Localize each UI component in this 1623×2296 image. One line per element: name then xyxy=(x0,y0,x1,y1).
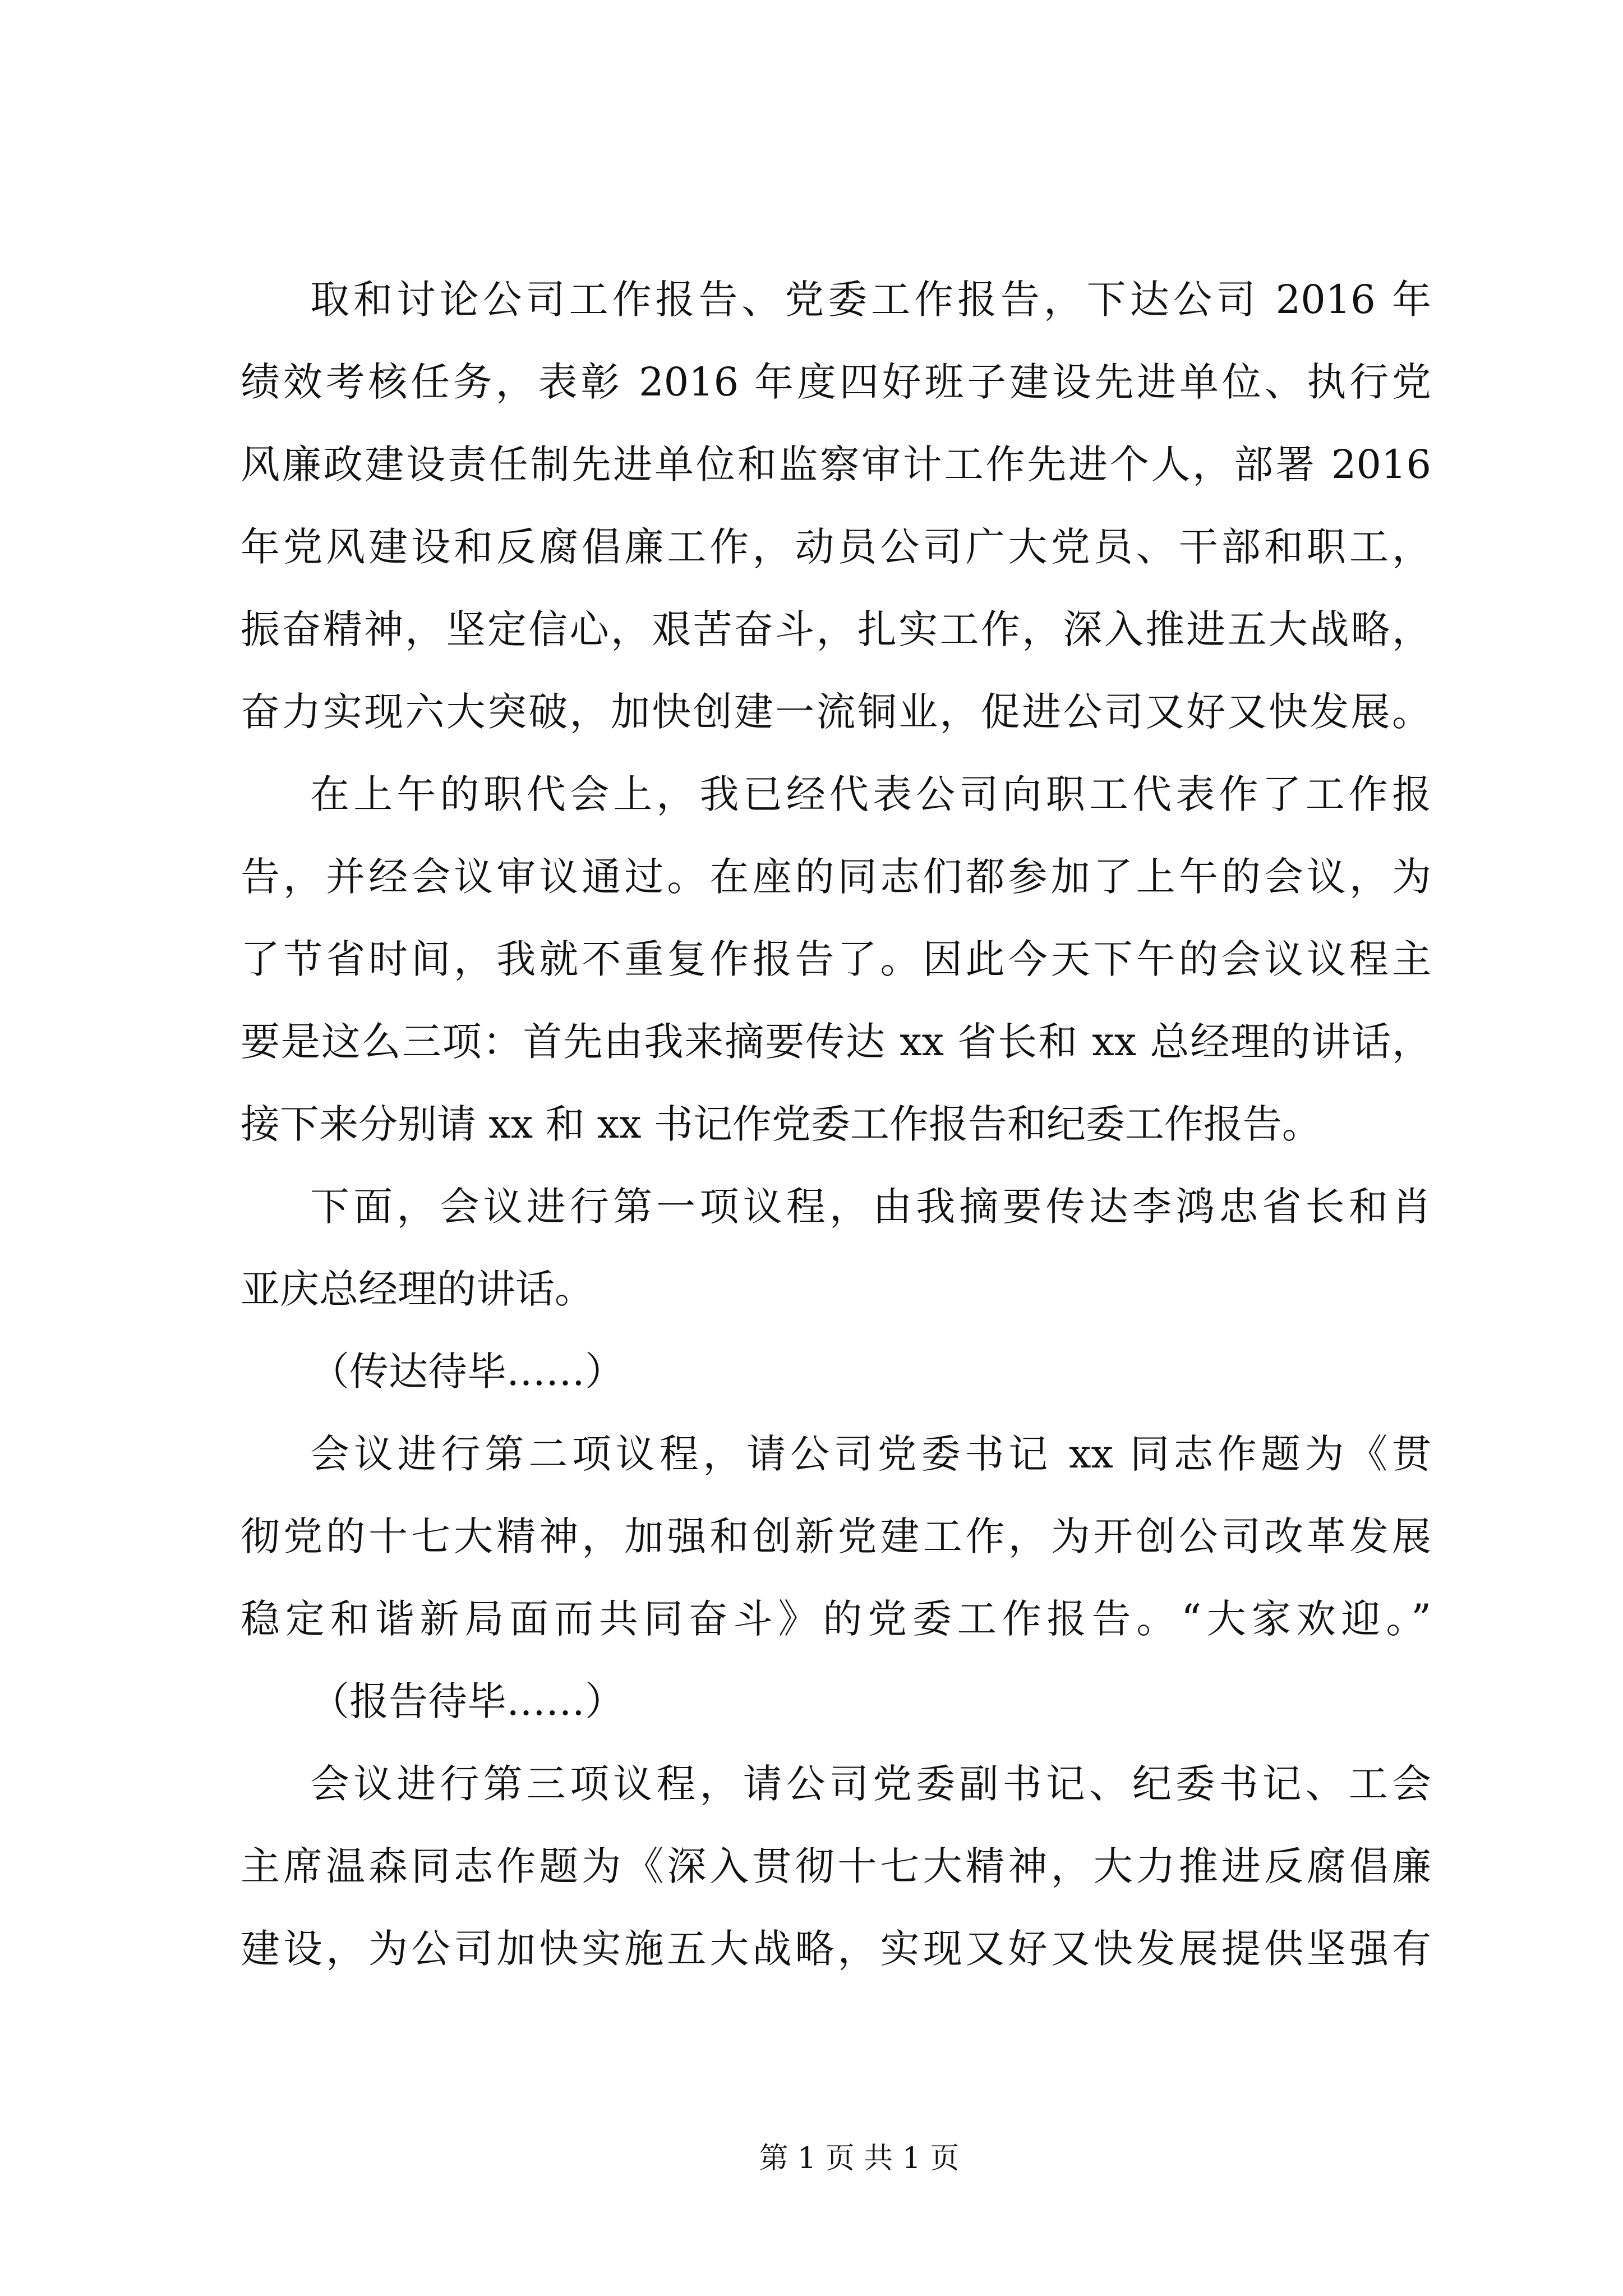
paragraph-line: 年党风建设和反腐倡廉工作，动员公司广大党员、干部和职工， xyxy=(241,524,1431,570)
paragraph-line: 了节省时间，我就不重复作报告了。因此今天下午的会议议程主 xyxy=(241,936,1431,982)
paragraph-line: 在上午的职代会上，我已经代表公司向职工代表作了工作报 xyxy=(310,771,1431,817)
paragraph-line: 奋力实现六大突破，加快创建一流铜业，促进公司又好又快发展。 xyxy=(241,689,1431,735)
paragraph-line: 会议进行第二项议程，请公司党委书记 xx 同志作题为《贯 xyxy=(310,1431,1431,1477)
paragraph-line: 告，并经会议审议通过。在座的同志们都参加了上午的会议，为 xyxy=(241,854,1431,900)
paragraph-line: 接下来分别请 xx 和 xx 书记作党委工作报告和纪委工作报告。 xyxy=(241,1101,1321,1147)
paragraph-line: 稳定和谐新局面而共同奋斗》的党委工作报告。“大家欢迎。” xyxy=(241,1596,1431,1642)
paragraph-line: 取和讨论公司工作报告、党委工作报告，下达公司 2016 年 xyxy=(310,277,1431,323)
page-number-footer: 第 1 页 共 1 页 xyxy=(759,2142,960,2175)
paragraph-line: 绩效考核任务，表彰 2016 年度四好班子建设先进单位、执行党 xyxy=(241,359,1431,405)
paragraph-line: 下面，会议进行第一项议程，由我摘要传达李鸿忠省长和肖 xyxy=(310,1184,1431,1230)
document-body xyxy=(241,259,1431,1990)
paragraph-line: 主席温森同志作题为《深入贯彻十七大精神，大力推进反腐倡廉 xyxy=(241,1843,1431,1889)
paragraph-line: 风廉政建设责任制先进单位和监察审计工作先进个人，部署 2016 xyxy=(241,441,1431,487)
paragraph-line: 彻党的十七大精神，加强和创新党建工作，为开创公司改革发展 xyxy=(241,1513,1431,1559)
paragraph-line: 要是这么三项：首先由我来摘要传达 xx 省长和 xx 总经理的讲话， xyxy=(241,1019,1431,1065)
stage-direction: （传达待毕……） xyxy=(310,1349,624,1395)
paragraph-line: 会议进行第三项议程，请公司党委副书记、纪委书记、工会 xyxy=(310,1761,1431,1807)
stage-direction: （报告待毕……） xyxy=(310,1678,624,1724)
paragraph-line: 亚庆总经理的讲话。 xyxy=(241,1266,594,1312)
paragraph-line: 建设，为公司加快实施五大战略，实现又好又快发展提供坚强有 xyxy=(241,1926,1431,1972)
paragraph-line: 振奋精神，坚定信心，艰苦奋斗，扎实工作，深入推进五大战略， xyxy=(241,606,1431,652)
